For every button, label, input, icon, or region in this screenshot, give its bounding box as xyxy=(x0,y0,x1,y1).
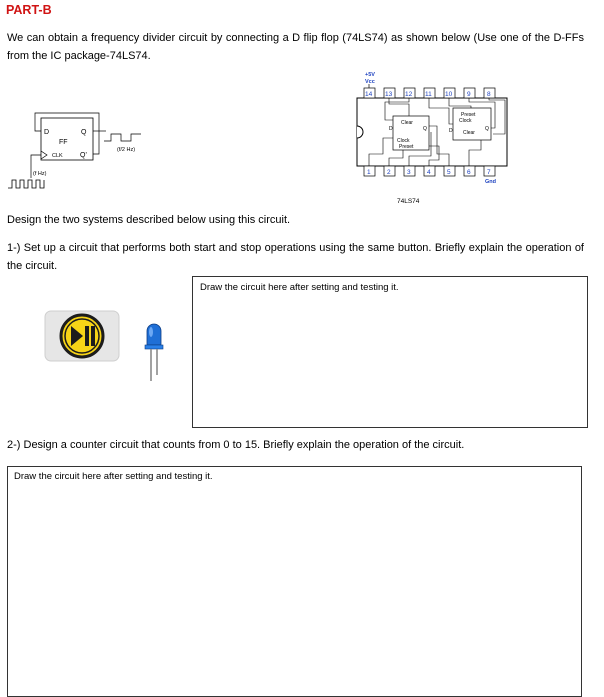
ff-label: FF xyxy=(59,139,68,146)
ff1-d: D xyxy=(389,126,393,132)
ff2-clear: Clear xyxy=(463,130,475,136)
pin-13: 13 xyxy=(385,91,393,98)
drawing-area-2-label: Draw the circuit here after setting and testing it. xyxy=(14,471,213,482)
question-1: 1-) Set up a circuit that performs both start and stop operations using the same button. Briefly explain the operation of the circuit. xyxy=(7,242,584,272)
ff1-clear: Clear xyxy=(401,120,413,126)
ff2-clock: Clock xyxy=(459,118,472,124)
ic-74ls74-diagram xyxy=(345,68,515,210)
pin-8: 8 xyxy=(487,91,491,98)
blue-led-icon xyxy=(142,319,166,383)
ff2-d: D xyxy=(449,128,453,134)
drawing-area-1-label: Draw the circuit here after setting and testing it. xyxy=(200,282,399,293)
ff2-preset: Preset xyxy=(461,112,476,118)
pin-12: 12 xyxy=(405,91,413,98)
ff-pin-q: Q xyxy=(81,129,87,136)
ic-name-label: 74LS74 xyxy=(397,198,420,205)
input-frequency-label: (f Hz) xyxy=(33,171,47,177)
pin-3: 3 xyxy=(407,169,411,176)
vcc-label: Vcc xyxy=(365,79,375,85)
pin-7: 7 xyxy=(487,169,491,176)
pin-4: 4 xyxy=(427,169,431,176)
ff2-q: Q xyxy=(485,126,489,132)
section-title: PART-B xyxy=(6,3,52,17)
intro-paragraph: We can obtain a frequency divider circuit by connecting a D flip flop (74LS74) as shown below (Use one of the D-FFs from the IC package-74LS74. xyxy=(7,32,584,62)
pin-1: 1 xyxy=(367,169,371,176)
pin-11: 11 xyxy=(425,91,432,98)
ff-divider-diagram xyxy=(0,100,175,198)
drawing-area-2 xyxy=(7,466,582,697)
ff-pin-clk: CLK xyxy=(52,153,63,159)
ff-pin-qbar: Q' xyxy=(80,152,87,159)
pin-5: 5 xyxy=(447,169,451,176)
design-instruction: Design the two systems described below using this circuit. xyxy=(7,214,291,226)
pin-10: 10 xyxy=(445,91,453,98)
vcc-voltage: +5V xyxy=(365,72,375,78)
ff1-q: Q xyxy=(423,126,427,132)
pin-6: 6 xyxy=(467,169,471,176)
play-pause-button-icon xyxy=(44,310,120,362)
output-frequency-label: (f/2 Hz) xyxy=(117,147,136,153)
ff1-preset: Preset xyxy=(399,144,414,150)
gnd-label: Gnd xyxy=(485,179,496,185)
pin-2: 2 xyxy=(387,169,391,176)
pin-9: 9 xyxy=(467,91,471,98)
question-2: 2-) Design a counter circuit that counts from 0 to 15. Briefly explain the operation of the circuit. xyxy=(7,439,465,451)
ff1-clock: Clock xyxy=(397,138,410,144)
pin-14: 14 xyxy=(365,91,373,98)
drawing-area-1 xyxy=(192,276,588,428)
ff-pin-d: D xyxy=(44,129,50,136)
